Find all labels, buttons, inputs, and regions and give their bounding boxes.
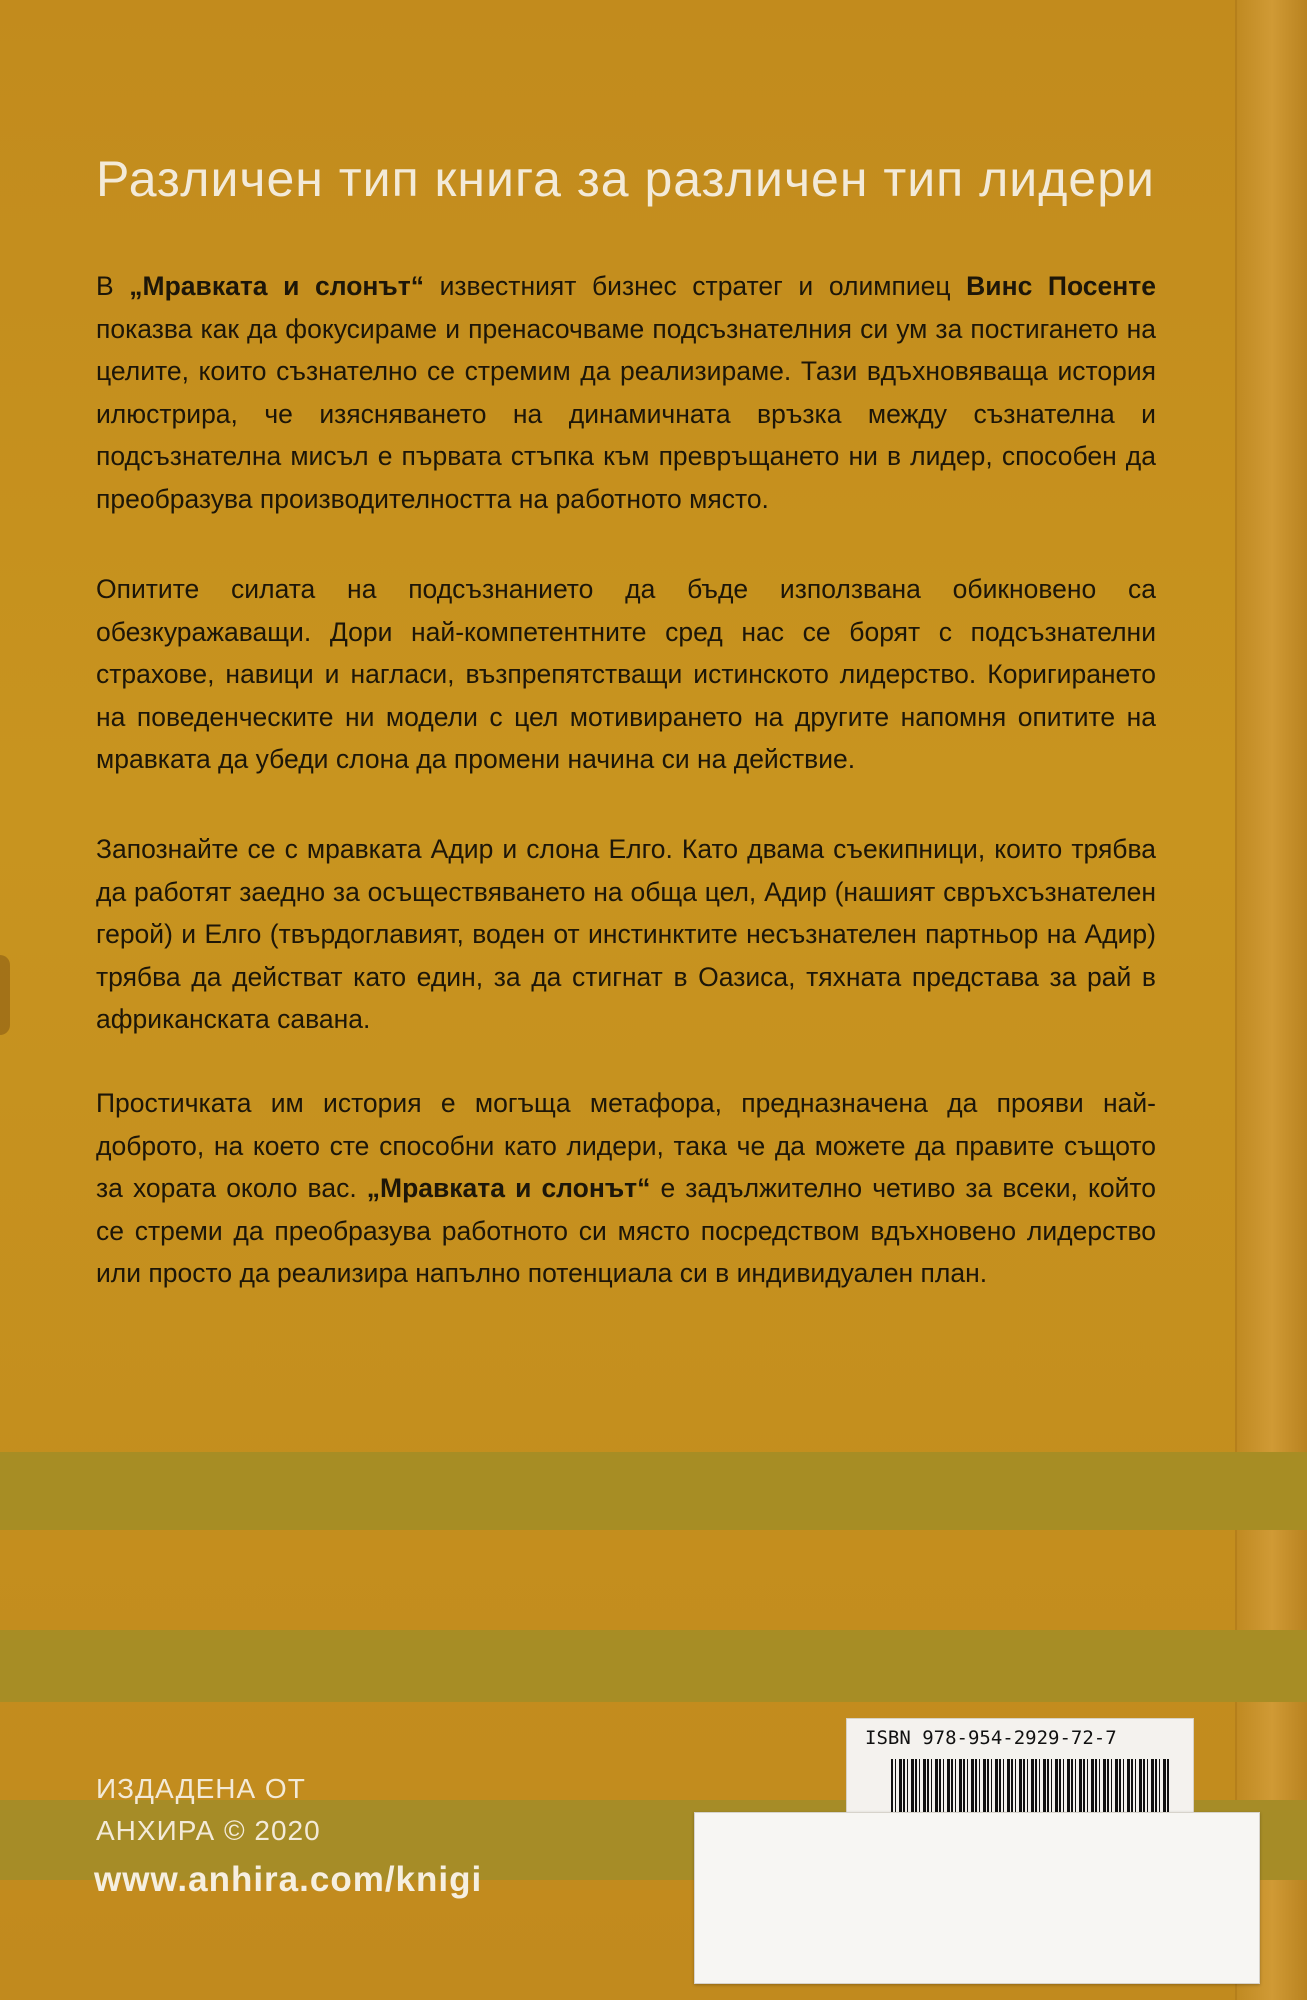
- conclusion-text-1: Простичката им история е могъща метафора, предназначена да прояви най-доброто, на което сте способни като лидери, така че да можете да правите същото за хората около вас.: [96, 1088, 1156, 1203]
- headline: Различен тип книга за различен тип лидери: [96, 151, 1155, 207]
- decorative-stripe: [0, 1630, 1307, 1702]
- publisher-info: [96, 1768, 321, 1852]
- intro-text-3: показва как да фокусираме и пренасочваме подсъзнателния си ум за постигането на целите, които съзнателно се стремим да реализираме. Тази вдъхновяваща история илюстрира, че изясняването на динамичната връзка между съзнателна и подсъзнателна мисъл е първата стъпка към превръщането ни в лидер, способен да преобразува производителността на работното място.: [96, 313, 1156, 514]
- publisher-line-1: ИЗДАДЕНА ОТ: [96, 1773, 306, 1804]
- barcode-icon: [891, 1759, 1171, 1815]
- book-title-bold: „Мравката и слонът“: [129, 271, 424, 301]
- isbn-label: [846, 1718, 1194, 1820]
- price-sticker: [694, 1812, 1260, 1984]
- paragraph-intro: [96, 265, 1156, 520]
- paragraph-characters: Запознайте се с мравката Адир и слона Елго. Като двама съекипници, които трябва да работят заедно за осъществяването на обща цел, Адир (нашият свръхсъзнателен герой) и Елго (твърдоглавият, воден от инстинктите несъзнателен партньор на Адир) трябва да действат като един, за да стигнат в Оазиса, тяхната представа за рай в африканската савана.: [96, 834, 1156, 1034]
- left-edge-shadow: [0, 955, 10, 1035]
- author-name-bold: Винс Посенте: [966, 271, 1156, 301]
- publisher-url: www.anhira.com/knigi: [94, 1860, 483, 1899]
- intro-text-1: В: [96, 271, 130, 301]
- intro-text-2: известният бизнес стратег и олимпиец: [423, 271, 967, 301]
- paragraph-conclusion: [96, 1082, 1156, 1295]
- decorative-stripe: [0, 1452, 1307, 1530]
- book-title-bold: „Мравката и слонът“: [366, 1173, 651, 1203]
- paragraph-subconscious: Опитите силата на подсъзнанието да бъде използвана обикновено са обезкуражаващи. Дори най-компетентните сред нас се борят с подсъзнателни страхове, навици и нагласи, възпрепятстващи истинското лидерство. Коригирането на поведенческите ни модели с цел мотивирането на другите напомня опитите на мравката да убеди слона да промени начина си на действие.: [96, 574, 1156, 774]
- isbn-number: ISBN 978-954-2929-72-7: [865, 1727, 1117, 1749]
- conclusion-text-2: е задължително четиво за всеки, който се стреми да преобразува работното си място посредством вдъхновено лидерство или просто да реализира напълно потенциала си в индивидуален план.: [96, 1173, 1156, 1288]
- publisher-line-2: АНХИРА © 2020: [96, 1815, 321, 1846]
